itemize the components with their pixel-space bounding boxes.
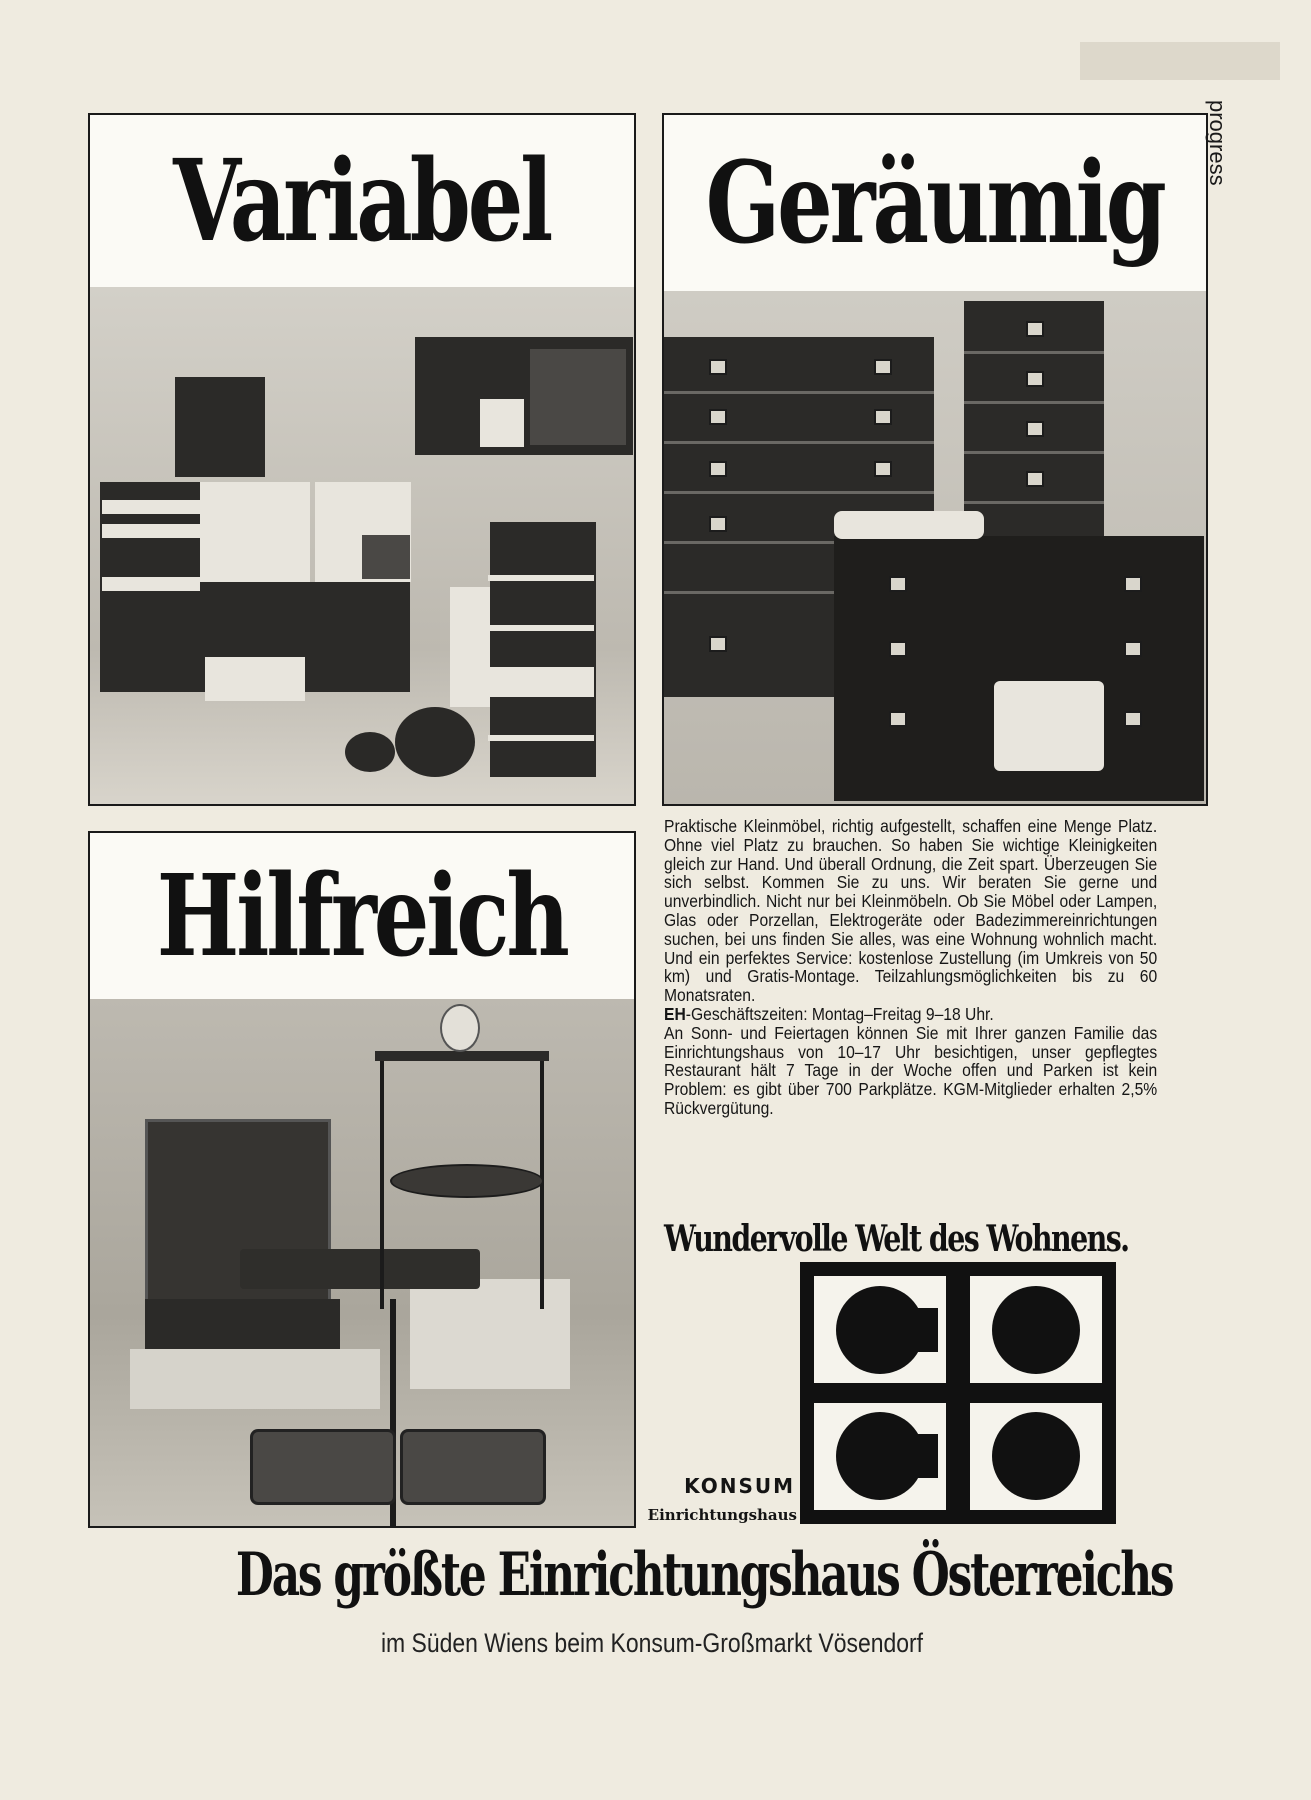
drawer-knob <box>709 409 727 425</box>
faint-page-header-box <box>1080 42 1280 80</box>
photo-modular-cabinets <box>90 287 634 804</box>
drawer-knob <box>1124 711 1142 727</box>
wall-cube <box>175 377 265 477</box>
wall-shelf-door <box>530 349 626 445</box>
panel-variabel <box>88 113 636 806</box>
agency-mark: progress <box>1205 100 1230 186</box>
panel-geraeumig-title: Geräumig <box>705 137 1165 269</box>
photo-serving-carts <box>90 999 634 1526</box>
drawer-knob <box>1124 641 1142 657</box>
drawer-knob <box>874 359 892 375</box>
drawer-gap <box>664 441 934 444</box>
cart-top-shelf <box>375 1051 549 1061</box>
decorative-figure <box>395 707 475 777</box>
drawer-stripe <box>102 500 206 514</box>
trolley-tray-right <box>400 1429 546 1505</box>
low-cabinet-drawer <box>205 657 305 701</box>
drawer-gap <box>664 391 934 394</box>
drawer-gap <box>664 491 934 494</box>
white-cube <box>410 1279 570 1389</box>
drawer-knob <box>1026 371 1044 387</box>
drawer-gap <box>964 451 1104 454</box>
light-cube <box>200 482 310 582</box>
decorative-figure-small <box>345 732 395 772</box>
panel-hilfreich-title: Hilfreich <box>157 850 567 982</box>
drawer-knob <box>889 576 907 592</box>
folded-shirts-open-drawer <box>994 681 1104 771</box>
drawer-gap <box>964 401 1104 404</box>
eh-logo <box>800 1262 1116 1524</box>
business-hours <box>664 1005 1157 1024</box>
tower-divider <box>488 575 594 581</box>
panel-hilfreich-header <box>90 833 634 999</box>
side-panel <box>450 587 490 707</box>
tower-divider <box>488 625 594 631</box>
body-paragraph: Praktische Kleinmöbel, richtig aufgestellt, schaffen eine Menge Platz. Ohne viel Platz zu brauchen. So haben Sie wichtige Kleinigkeiten gleich zur Hand. Und überall Ordnung, die Zeit spart. Überzeugen Sie sich selbst. Kommen Sie zu uns. Wir beraten Sie gerne und unverbindlich. Nicht nur bei Kleinmöbeln. Ob Sie Möbel oder Lampen, Glas oder Porzellan, Elektrogeräte oder Badezimmereinrichtungen suchen, bei uns finden Sie alles, was eine Wohnung wohnlich macht. Und ein perfektes Service: kostenlose Zustellung (im Umkreis von 50 km) und Gratis-Montage. Teilzahlungsmöglichkeiten bis zu 60 Monatsraten. <box>664 816 1158 1006</box>
sub-headline: im Süden Wiens beim Konsum-Großmarkt Vösendorf <box>380 1628 924 1658</box>
tray-table <box>240 1249 480 1289</box>
folded-shirts <box>834 511 984 539</box>
drawer-gap <box>964 501 1104 504</box>
drawer-knob <box>709 636 727 652</box>
drawer-knob <box>1026 421 1044 437</box>
drawer-knob <box>874 409 892 425</box>
cart-round-tray <box>390 1164 544 1198</box>
panel-geraeumig-header <box>664 115 1206 291</box>
drawer-gap <box>964 351 1104 354</box>
brand-subtitle: Einrichtungshaus <box>647 1506 797 1524</box>
panel-variabel-title: Variabel <box>173 135 551 267</box>
panel-variabel-header <box>90 115 634 287</box>
drawer-knob <box>1026 321 1044 337</box>
drawer-knob <box>874 461 892 477</box>
drawer-knob <box>1124 576 1142 592</box>
eh-logo-graphic <box>800 1262 1116 1524</box>
drawer-stripe <box>102 524 206 538</box>
chair-base <box>145 1299 340 1349</box>
small-chest-drawer <box>362 535 410 579</box>
white-pedestal <box>130 1349 380 1409</box>
body-copy <box>664 817 1157 1118</box>
wall-shelf-drawer <box>480 399 524 447</box>
drawer-knob <box>1026 471 1044 487</box>
cart-pole <box>380 1059 384 1309</box>
drawer-knob <box>709 461 727 477</box>
eh-mark: EH <box>664 1003 686 1024</box>
drawer-knob <box>889 641 907 657</box>
photo-dressers <box>664 291 1206 804</box>
panel-geraeumig <box>662 113 1208 806</box>
drawer-knob <box>889 711 907 727</box>
brand-name: KONSUM <box>684 1474 795 1498</box>
trolley-tray-left <box>250 1429 396 1505</box>
drawer-knob <box>709 359 727 375</box>
drawer-stripe <box>102 577 206 591</box>
tower-divider <box>488 735 594 741</box>
slogan: Wundervolle Welt des Wohnens. <box>664 1218 1129 1260</box>
business-hours-text: -Geschäftszeiten: Montag–Freitag 9–18 Uhr. <box>685 1003 994 1024</box>
teapot <box>440 1004 480 1052</box>
drawer-knob <box>709 516 727 532</box>
panel-hilfreich <box>88 831 636 1528</box>
newspaper-top-strip <box>40 40 1280 90</box>
tower-open-shelf <box>488 667 594 697</box>
main-headline: Das größte Einrichtungshaus Österreichs <box>235 1540 1173 1610</box>
weekend-paragraph: An Sonn- und Feiertagen können Sie mit Ihrer ganzen Familie das Einrichtungshaus von 10–17 Uhr besichtigen, unser gepflegtes Restaurant hält 7 Tage in der Woche offen und Parken ist kein Problem: es gibt über 700 Parkplätze. KGM-Mitglieder erhalten 2,5% Rückvergütung. <box>664 1022 1158 1118</box>
